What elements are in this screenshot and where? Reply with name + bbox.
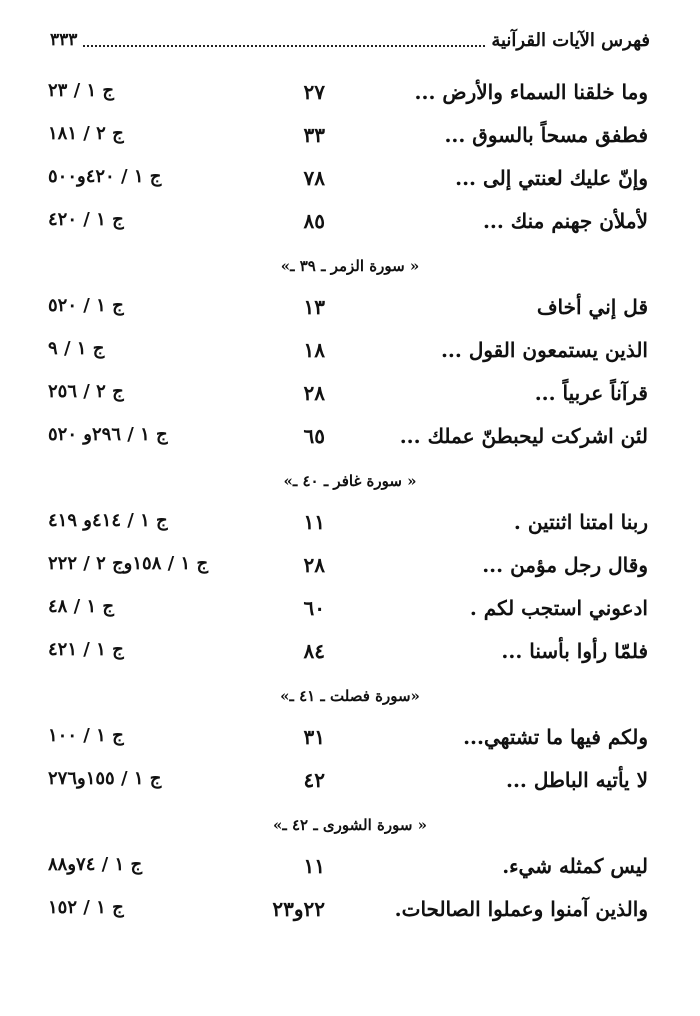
- volume-page-reference: ج ٢ / ١٨١: [48, 123, 124, 144]
- verse-text: وإنّ عليك لعنتي إلى ...: [455, 166, 648, 190]
- index-entry: [0, 545, 700, 588]
- volume-page-reference: ج ١ / ٢٩٦و ٥٢٠: [48, 424, 168, 445]
- index-entry: [0, 330, 700, 373]
- index-entry: [0, 717, 700, 760]
- verse-number: ٢٨: [303, 381, 325, 405]
- verse-number: ١٨: [303, 338, 325, 362]
- surah-heading: «سورة فصلت ـ ٤١ ـ»: [280, 686, 420, 705]
- verse-number: ٨٤: [303, 639, 325, 663]
- page-number: ٣٣٣: [50, 30, 78, 50]
- index-entry: [0, 846, 700, 889]
- volume-page-reference: ج ١ / ٤٢١: [48, 639, 124, 660]
- verse-number: ٢٧: [303, 80, 325, 104]
- verse-index: [0, 72, 700, 932]
- verse-text: قرآناً عربياً ...: [534, 381, 648, 405]
- verse-text: وقال رجل مؤمن ...: [482, 553, 648, 577]
- verse-text: الذين يستمعون القول ...: [440, 338, 648, 362]
- verse-number: ٣١: [303, 725, 325, 749]
- volume-page-reference: ج ١ / ٤٢٠: [48, 209, 124, 230]
- volume-page-reference: ج ١ / ٢٣: [48, 80, 115, 101]
- index-entry: [0, 416, 700, 459]
- volume-page-reference: ج ١ / ١٥٢: [48, 897, 124, 918]
- verse-number: ٨٥: [303, 209, 325, 233]
- verse-text: فطفق مسحاً بالسوق ...: [444, 123, 648, 147]
- volume-page-reference: ج ١ / ٥٢٠: [48, 295, 124, 316]
- volume-page-reference: ج ١ / ٩: [48, 338, 105, 359]
- verse-text: فلمّا رأوا بأسنا ...: [501, 639, 648, 663]
- index-entry: [0, 72, 700, 115]
- verse-text: لا يأتيه الباطل ...: [505, 768, 648, 792]
- volume-page-reference: ج ١ / ١٠٠: [48, 725, 124, 746]
- surah-heading: « سورة غافر ـ ٤٠ ـ»: [283, 471, 417, 490]
- index-entry: [0, 287, 700, 330]
- verse-number: ٤٢: [303, 768, 325, 792]
- verse-number: ٧٨: [303, 166, 325, 190]
- verse-number: ١٣: [303, 295, 325, 319]
- index-entry: [0, 502, 700, 545]
- verse-text: والذين آمنوا وعملوا الصالحات.: [394, 897, 648, 921]
- index-entry: [0, 889, 700, 932]
- verse-text: لأملأن جهنم منك ...: [482, 209, 648, 233]
- header-dot-leader: [83, 33, 485, 47]
- verse-number: ٦٥: [303, 424, 325, 448]
- index-entry: [0, 760, 700, 803]
- verse-number: ٦٠: [303, 596, 325, 620]
- verse-number: ٢٨: [303, 553, 325, 577]
- verse-text: ادعوني استجب لكم .: [469, 596, 648, 620]
- index-entry: [0, 115, 700, 158]
- verse-text: قل إني أخاف: [536, 295, 648, 319]
- volume-page-reference: ج ٢ / ٢٥٦: [48, 381, 124, 402]
- verse-number: ٢٢و٢٣: [272, 897, 325, 921]
- volume-page-reference: ج ١ / ٤٨: [48, 596, 115, 617]
- volume-page-reference: ج ١ / ٤٢٠و٥٠٠: [48, 166, 162, 187]
- page-header: [50, 28, 650, 52]
- volume-page-reference: ج ١ / ١٥٥و٢٧٦: [48, 768, 162, 789]
- index-entry: [0, 201, 700, 244]
- surah-heading: « سورة الزمر ـ ٣٩ ـ»: [280, 256, 420, 275]
- index-entry: [0, 588, 700, 631]
- verse-text: وما خلقنا السماء والأرض ...: [414, 80, 648, 104]
- surah-heading: « سورة الشورى ـ ٤٢ ـ»: [272, 815, 428, 834]
- verse-number: ٣٣: [303, 123, 325, 147]
- volume-page-reference: ج ١ / ١٥٨وج ٢ / ٢٢٢: [48, 553, 209, 574]
- verse-text: ولكم فيها ما تشتهي...: [463, 725, 648, 749]
- verse-number: ١١: [303, 854, 325, 878]
- index-entry: [0, 373, 700, 416]
- verse-text: لئن اشركت ليحبطنّ عملك ...: [399, 424, 648, 448]
- volume-page-reference: ج ١ / ٤١٤و ٤١٩: [48, 510, 168, 531]
- index-entry: [0, 631, 700, 674]
- header-title: فهرس الآيات القرآنية: [491, 29, 650, 51]
- verse-text: ربنا امتنا اثنتين .: [513, 510, 648, 534]
- verse-text: ليس كمثله شيء.: [502, 854, 648, 878]
- index-entry: [0, 158, 700, 201]
- volume-page-reference: ج ١ / ٧٤و٨٨: [48, 854, 143, 875]
- verse-number: ١١: [303, 510, 325, 534]
